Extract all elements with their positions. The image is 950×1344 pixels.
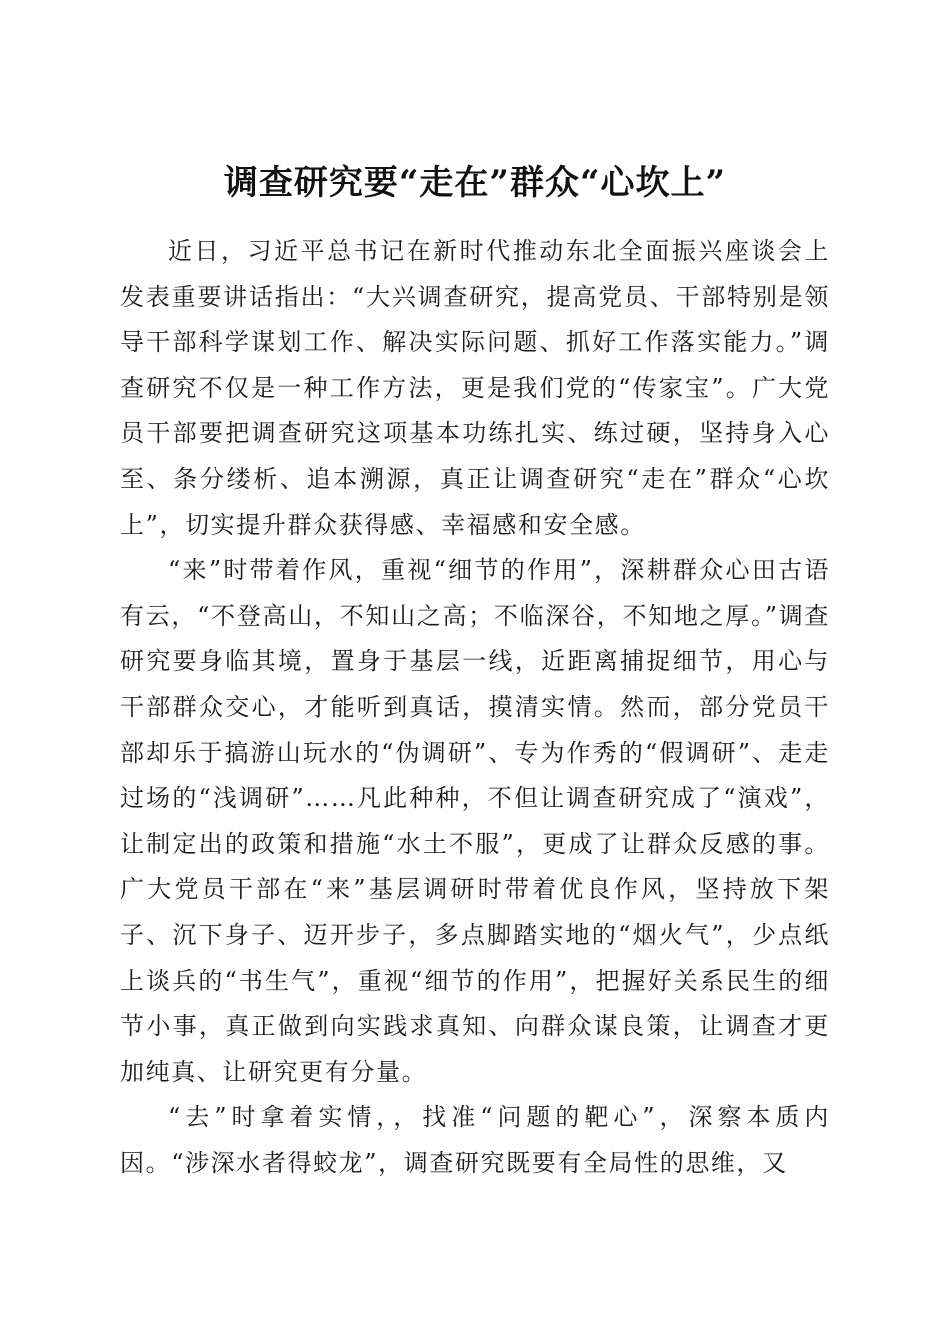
article-body — [120, 229, 830, 1186]
paragraph-go: “去”时拿着实情，，找准“问题的靶心”，深察本质内因。“涉深水者得蛟龙”，调查研究既要有全局性的思维，又 — [120, 1103, 830, 1177]
page-title: 调查研究要“走在”群众“心坎上” — [223, 162, 727, 203]
paragraph-intro: 近日，习近平总书记在新时代推动东北全面振兴座谈会上发表重要讲话指出：“大兴调查研究，提高党员、干部特别是领导干部科学谋划工作、解决实际问题、抓好工作落实能力。”调查研究不仅是一种工作方法，更是我们党的“传家宝”。广大党员干部要把调查研究这项基本功练扎实、练过硬，坚持身入心至、条分缕析、追本溯源，真正让调查研究“走在”群众“心坎上”，切实提升群众获得感、幸福感和安全感。 — [120, 237, 830, 539]
paragraph-come: “来”时带着作风，重视“细节的作用”，深耕群众心田古语有云，“不登高山，不知山之高；不临深谷，不知地之厚。”调查研究要身临其境，置身于基层一线，近距离捕捉细节，用心与干部群众交心，才能听到真话，摸清实情。然而，部分党员干部却乐于搞游山玩水的“伪调研”、专为作秀的“假调研”、走走过场的“浅调研”……凡此种种，不但让调查研究成了“演戏”，让制定出的政策和措施“水土不服”，更成了让群众反感的事。广大党员干部在“来”基层调研时带着优良作风，坚持放下架子、沉下身子、迈开步子，多点脚踏实地的“烟火气”，少点纸上谈兵的“书生气”，重视“细节的作用”，把握好关系民生的细节小事，真正做到向实践求真知、向群众谋良策，让调查才更加纯真、让研究更有分量。 — [120, 556, 830, 1086]
